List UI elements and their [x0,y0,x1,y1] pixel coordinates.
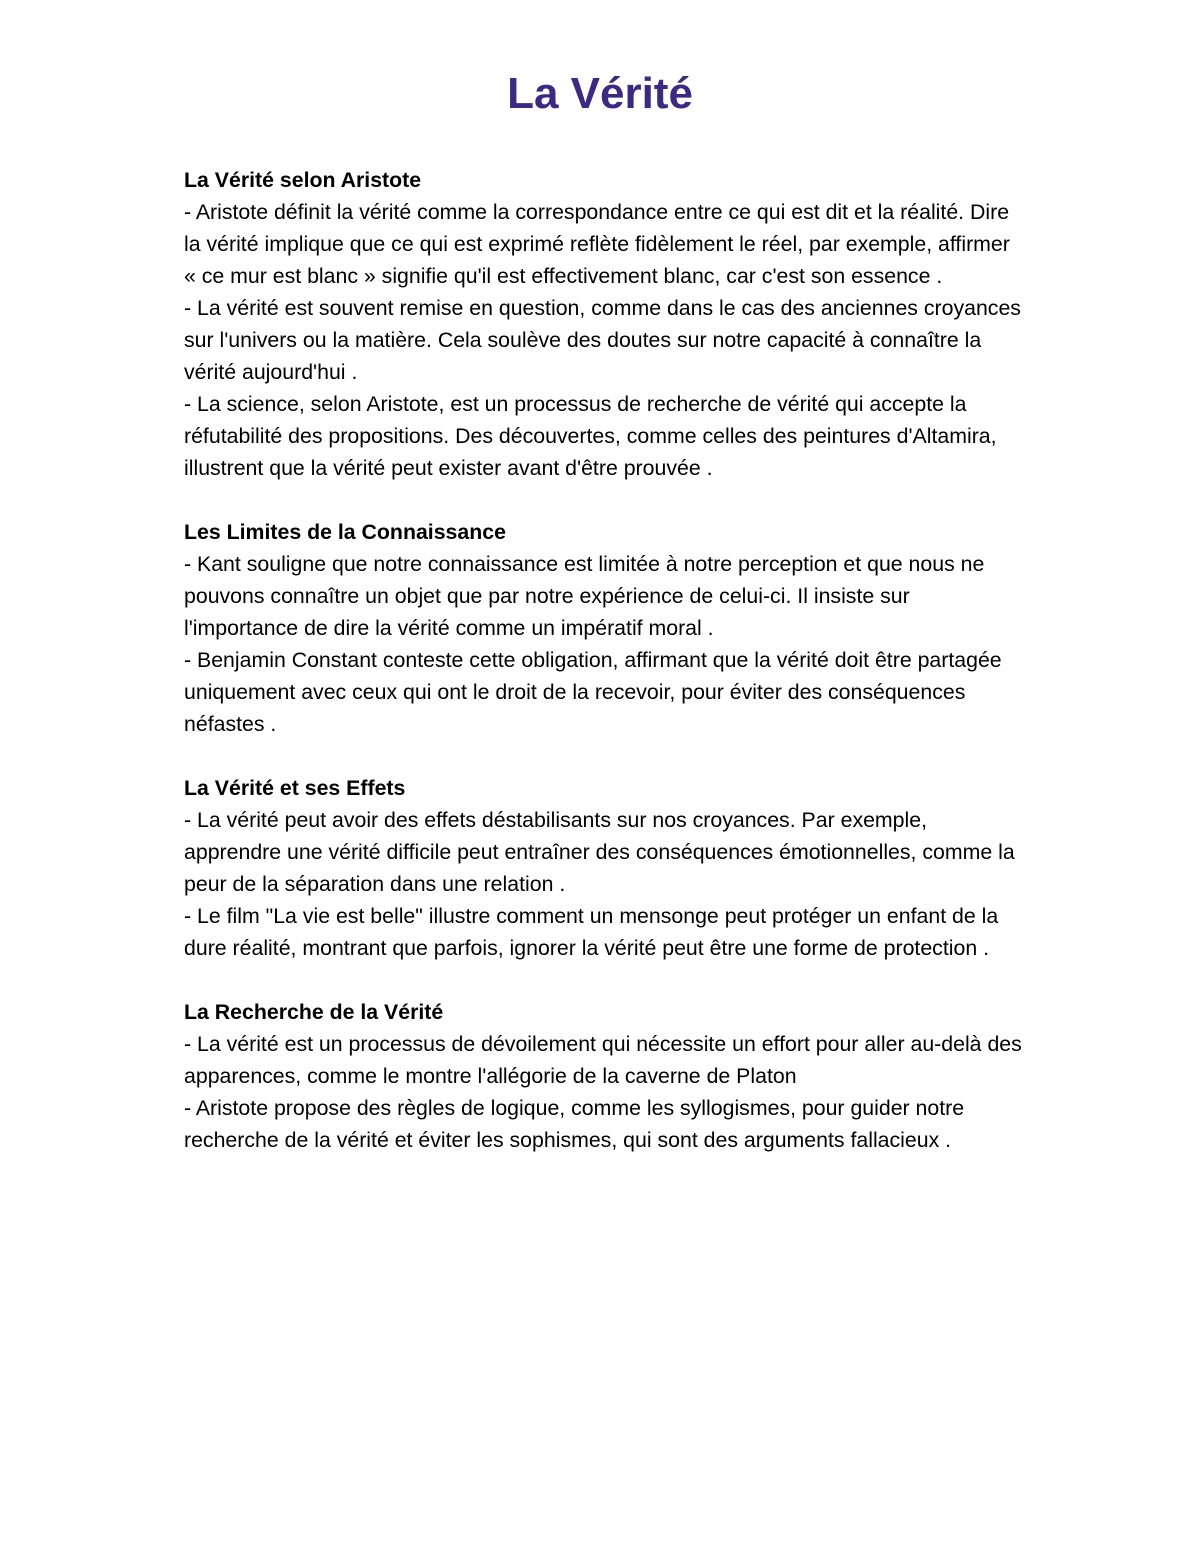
section-heading: La Vérité selon Aristote [184,168,422,192]
paragraph: - Kant souligne que notre connaissance est limitée à notre perception et que nous ne pouvons connaître un objet que par notre expérience de celui-ci. Il insiste sur l'importance de dire la vérité comme un impératif moral . [184,552,985,640]
section-heading: La Vérité et ses Effets [184,776,406,800]
section-recherche [184,996,1024,1156]
section-heading: La Recherche de la Vérité [184,1000,444,1024]
section-aristote [184,164,1024,484]
section-limites [184,516,1024,740]
paragraph: - Le film "La vie est belle" illustre comment un mensonge peut protéger un enfant de la dure réalité, montrant que parfois, ignorer la vérité peut être une forme de protection . [184,904,999,960]
section-effets [184,772,1024,964]
paragraph: - La vérité est souvent remise en question, comme dans le cas des anciennes croyances sur l'univers ou la matière. Cela soulève des doutes sur notre capacité à connaître la vérité aujourd'hui . [184,296,1021,384]
paragraph: - Aristote propose des règles de logique, comme les syllogismes, pour guider notre recherche de la vérité et éviter les sophismes, qui sont des arguments fallacieux . [184,1096,965,1152]
paragraph: - La vérité peut avoir des effets déstabilisants sur nos croyances. Par exemple, apprendre une vérité difficile peut entraîner des conséquences émotionnelles, comme la peur de la séparation dans une relation . [184,808,1015,896]
paragraph: - La science, selon Aristote, est un processus de recherche de vérité qui accepte la réfutabilité des propositions. Des découvertes, comme celles des peintures d'Altamira, illustrent que la vérité peut exister avant d'être prouvée . [184,392,997,480]
document-title: La Vérité [507,69,693,118]
paragraph: - Aristote définit la vérité comme la correspondance entre ce qui est dit et la réalité. Dire la vérité implique que ce qui est exprimé reflète fidèlement le réel, par exemple, affirmer « ce mur est blanc » signifie qu'il est effectivement blanc, car c'est son essence . [184,200,1010,288]
section-heading: Les Limites de la Connaissance [184,520,506,544]
paragraph: - Benjamin Constant conteste cette obligation, affirmant que la vérité doit être partagée uniquement avec ceux qui ont le droit de la recevoir, pour éviter des conséquences néfastes . [184,648,1002,736]
paragraph: - La vérité est un processus de dévoilement qui nécessite un effort pour aller au-delà des apparences, comme le montre l'allégorie de la caverne de Platon [184,1032,1022,1088]
document-body [184,164,1024,1188]
